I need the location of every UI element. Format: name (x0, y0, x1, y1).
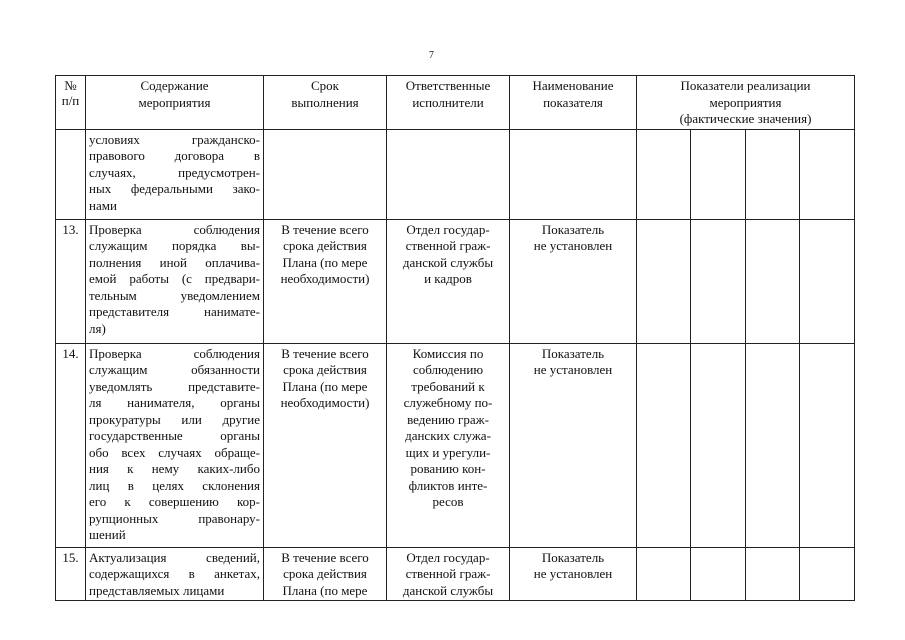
row-responsible (387, 129, 510, 219)
table-row (56, 129, 855, 219)
table-row (56, 547, 855, 601)
table-header-row (56, 76, 855, 130)
row-content: Проверка соблюдения служащим обязанности уведомлять представите- ля нанимателя, органы прокуратуры или другие государственные органы обо всех случаях обраще- ния к нему каких-либо лиц в целях склонения его к совершению кор- рупционных правонару- шений (86, 343, 264, 547)
row-value-cell (637, 129, 691, 219)
row-term (264, 129, 387, 219)
header-num: № п/п (56, 76, 86, 130)
plan-table (55, 75, 855, 601)
row-responsible: Комиссия по соблюдению требований к служебному по- ведению граж- данских служа- щих и урегули- рованию кон- фликтов инте- ресов (387, 343, 510, 547)
row-indicator: Показатель не установлен (510, 219, 637, 343)
page-number: 7 (429, 50, 434, 61)
row-content: Проверка соблюдения служащим порядка вы- полнения иной оплачива- емой работы (с предвари- тельным уведомлением представителя нанимате- ля) (86, 219, 264, 343)
row-number: 15. (56, 547, 86, 601)
table-row (56, 219, 855, 343)
row-value-cell (691, 343, 746, 547)
row-responsible: Отдел государ- ственной граж- данской службы (387, 547, 510, 601)
header-indicator: Наименование показателя (510, 76, 637, 130)
row-number: 14. (56, 343, 86, 547)
table-row (56, 343, 855, 547)
row-number: 13. (56, 219, 86, 343)
row-value-cell (637, 219, 691, 343)
row-value-cell (800, 547, 855, 601)
row-content: условиях гражданско- правового договора в случаях, предусмотрен- ных федеральными зако- нами (86, 129, 264, 219)
row-indicator: Показатель не установлен (510, 547, 637, 601)
header-realization: Показатели реализации мероприятия (фактические значения) (637, 76, 855, 130)
row-value-cell (691, 219, 746, 343)
row-value-cell (691, 129, 746, 219)
row-indicator: Показатель не установлен (510, 343, 637, 547)
row-content: Актуализация сведений, содержащихся в анкетах, представляемых лицами (86, 547, 264, 601)
header-content: Содержание мероприятия (86, 76, 264, 130)
row-value-cell (800, 343, 855, 547)
row-value-cell (746, 219, 800, 343)
row-term: В течение всего срока действия Плана (по мере необходимости) (264, 219, 387, 343)
row-value-cell (691, 547, 746, 601)
row-term: В течение всего срока действия Плана (по мере (264, 547, 387, 601)
row-value-cell (637, 547, 691, 601)
row-value-cell (637, 343, 691, 547)
row-term: В течение всего срока действия Плана (по мере необходимости) (264, 343, 387, 547)
header-responsible: Ответственные исполнители (387, 76, 510, 130)
row-responsible: Отдел государ- ственной граж- данской службы и кадров (387, 219, 510, 343)
row-value-cell (746, 343, 800, 547)
header-term: Срок выполнения (264, 76, 387, 130)
row-value-cell (746, 129, 800, 219)
table-body (56, 129, 855, 601)
row-value-cell (800, 129, 855, 219)
row-number (56, 129, 86, 219)
row-value-cell (746, 547, 800, 601)
row-indicator (510, 129, 637, 219)
row-value-cell (800, 219, 855, 343)
